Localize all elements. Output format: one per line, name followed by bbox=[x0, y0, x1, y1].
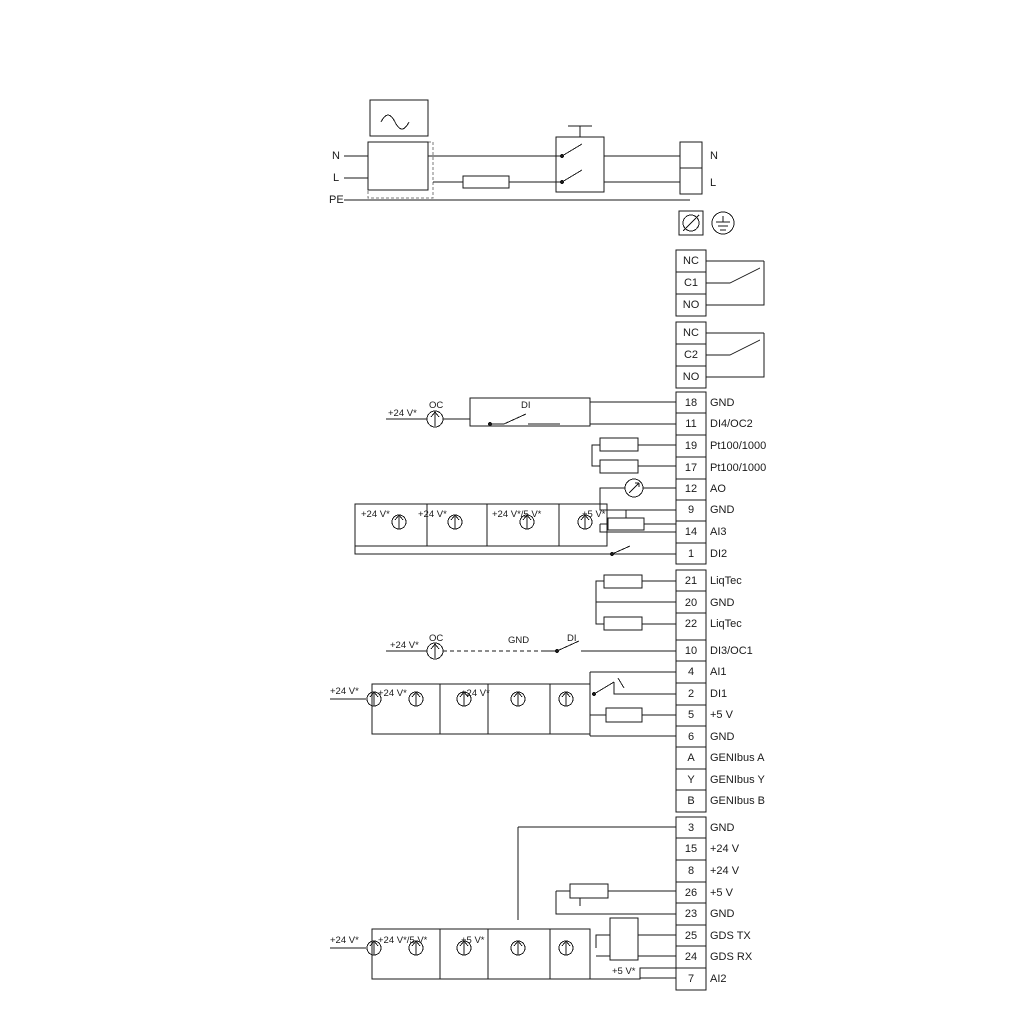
annotation-supply-7: +24 V* bbox=[330, 686, 359, 697]
annotation-supply-1: +24 V* bbox=[388, 408, 417, 419]
terminal-name-26: +5 V bbox=[710, 887, 733, 899]
gds-resistor bbox=[570, 884, 608, 898]
relay2-c2-label: C2 bbox=[683, 349, 699, 361]
terminal-num-5: 5 bbox=[687, 709, 695, 721]
annotation-supply-4: +24 V*/5 V* bbox=[492, 509, 542, 520]
annotation-supply-8: +24 V* bbox=[461, 688, 490, 699]
terminal-num-9: 9 bbox=[687, 504, 695, 516]
relay2-contact bbox=[730, 340, 760, 355]
terminal-name-genibus-a: GENIbus A bbox=[710, 752, 765, 764]
terminal-name-23: GND bbox=[710, 908, 735, 920]
terminal-num-25: 25 bbox=[684, 930, 698, 942]
terminal-name-11: DI4/OC2 bbox=[710, 418, 753, 430]
annotation-supply-6: +24 V* bbox=[390, 640, 419, 651]
annotation-supply-9: +24 V* bbox=[330, 935, 359, 946]
annotation-oc-1: OC bbox=[429, 400, 444, 411]
terminal-name-25: GDS TX bbox=[710, 930, 751, 942]
pt100-sensor-1 bbox=[600, 438, 638, 451]
annotation-supply-10: +24 V*/5 V* bbox=[378, 935, 428, 946]
terminal-name-24: GDS RX bbox=[710, 951, 753, 963]
switch-pole-1 bbox=[556, 144, 582, 156]
switch-pole-2 bbox=[556, 170, 582, 182]
terminal-name-2: DI1 bbox=[710, 688, 728, 700]
terminal-name-8: +24 V bbox=[710, 865, 740, 877]
annotation-supply-5: +5 V* bbox=[582, 509, 606, 520]
terminal-name-4: AI1 bbox=[710, 666, 727, 678]
relay1-no-label: NO bbox=[682, 299, 700, 311]
terminal-num-12: 12 bbox=[684, 483, 698, 495]
liqtec-sensor-2 bbox=[604, 617, 642, 630]
terminal-name-genibus-b: GENIbus B bbox=[710, 795, 766, 807]
ac-waveform-icon bbox=[381, 115, 409, 129]
terminal-name-1: DI2 bbox=[710, 548, 728, 560]
switch-contact-1 bbox=[560, 154, 563, 157]
terminal-num-18: 18 bbox=[684, 397, 698, 409]
earth-ground-stem bbox=[716, 216, 730, 230]
terminal-num-3: 3 bbox=[687, 822, 695, 834]
ai2-run-2 bbox=[640, 968, 676, 978]
terminal-num-8: 8 bbox=[687, 865, 695, 877]
ai3-potentiometer bbox=[608, 518, 644, 530]
annotation-supply-3: +24 V* bbox=[418, 509, 447, 520]
ai2-run bbox=[590, 978, 676, 979]
relay1-c1-label: C1 bbox=[683, 277, 699, 289]
relay2-nc-label: NC bbox=[683, 327, 699, 339]
annotation-supply-2: +24 V* bbox=[361, 509, 390, 520]
mains-n-label: N bbox=[332, 150, 340, 162]
terminal-num-23: 23 bbox=[684, 908, 698, 920]
terminal-name-22: LiqTec bbox=[710, 618, 742, 630]
terminal-num-21: 21 bbox=[684, 575, 698, 587]
mains-out-n-label: N bbox=[710, 150, 718, 162]
terminal-name-12: AO bbox=[710, 483, 726, 495]
terminal-num-19: 19 bbox=[684, 440, 698, 452]
switch-contact-2 bbox=[560, 180, 563, 183]
liqtec-sensor-1 bbox=[604, 575, 642, 588]
terminal-name-21: LiqTec bbox=[710, 575, 742, 587]
terminal-name-20: GND bbox=[710, 597, 735, 609]
terminal-num-20: 20 bbox=[684, 597, 698, 609]
di1-contact-b bbox=[594, 682, 614, 694]
terminal-num-17: 17 bbox=[684, 462, 698, 474]
annotation-supply-12: +5 V* bbox=[612, 966, 636, 977]
terminal-name-14: AI3 bbox=[710, 526, 727, 538]
mains-pe-label: PE bbox=[329, 194, 344, 206]
terminal-name-15: +24 V bbox=[710, 843, 740, 855]
annotation-di-2: DI bbox=[567, 633, 577, 644]
annotation-supply-11: +5 V* bbox=[461, 935, 485, 946]
terminal-name-18: GND bbox=[710, 397, 735, 409]
ac-filter-box bbox=[370, 100, 428, 136]
terminal-num-4: 4 bbox=[687, 666, 695, 678]
terminal-name-7: AI2 bbox=[710, 973, 727, 985]
input-module-box bbox=[368, 142, 428, 190]
terminal-num-1: 1 bbox=[687, 548, 695, 560]
mains-l-label: L bbox=[333, 172, 340, 184]
terminal-name-3: GND bbox=[710, 822, 735, 834]
annotation-di-1: DI bbox=[521, 400, 531, 411]
oc1-source-arrow bbox=[431, 412, 439, 426]
terminal-name-17: Pt100/1000 bbox=[710, 462, 767, 474]
relay2-no-label: NO bbox=[682, 371, 700, 383]
annotation-oc-2: OC bbox=[429, 633, 444, 644]
terminal-num-24: 24 bbox=[684, 951, 698, 963]
terminal-name-9: GND bbox=[710, 504, 735, 516]
terminal-num-14: 14 bbox=[684, 526, 698, 538]
terminal-num-6: 6 bbox=[687, 731, 695, 743]
ao-gnd-run bbox=[600, 488, 676, 510]
annotation-gnd-mid: GND bbox=[508, 635, 530, 646]
di-contact-1 bbox=[490, 414, 526, 424]
relay1-contact bbox=[730, 268, 760, 283]
annotation-supply-7b: +24 V* bbox=[378, 688, 407, 699]
terminal-name-genibus-y: GENIbus Y bbox=[710, 774, 765, 786]
ai1-potentiometer bbox=[606, 708, 642, 722]
fuse-icon bbox=[463, 176, 509, 188]
terminal-name-5: +5 V bbox=[710, 709, 733, 721]
terminal-num-7: 7 bbox=[687, 973, 695, 985]
terminal-name-6: GND bbox=[710, 731, 735, 743]
gds-module bbox=[610, 918, 638, 960]
earth-ground-icon bbox=[712, 212, 734, 234]
terminal-num-2: 2 bbox=[687, 688, 695, 700]
ai2-group-box-3 bbox=[488, 929, 550, 979]
terminal-num-15: 15 bbox=[684, 843, 698, 855]
relay1-nc-label: NC bbox=[683, 255, 699, 267]
ai1-group-box-3 bbox=[488, 684, 550, 734]
mains-out-l-label: L bbox=[710, 177, 717, 189]
terminal-name-19: Pt100/1000 bbox=[710, 440, 767, 452]
ai1-group-box-4 bbox=[550, 684, 590, 734]
terminal-num-y: Y bbox=[687, 774, 695, 786]
terminal-name-10: DI3/OC1 bbox=[710, 645, 753, 657]
ai3-ai3-run bbox=[600, 524, 676, 532]
di2-contact bbox=[612, 546, 630, 554]
terminal-num-11: 11 bbox=[685, 418, 697, 430]
terminal-num-22: 22 bbox=[684, 618, 698, 630]
terminal-num-26: 26 bbox=[684, 887, 698, 899]
pt100-sensor-2 bbox=[600, 460, 638, 473]
terminal-num-a: A bbox=[687, 752, 695, 764]
terminal-num-b: B bbox=[687, 795, 695, 807]
terminal-num-10: 10 bbox=[684, 645, 698, 657]
